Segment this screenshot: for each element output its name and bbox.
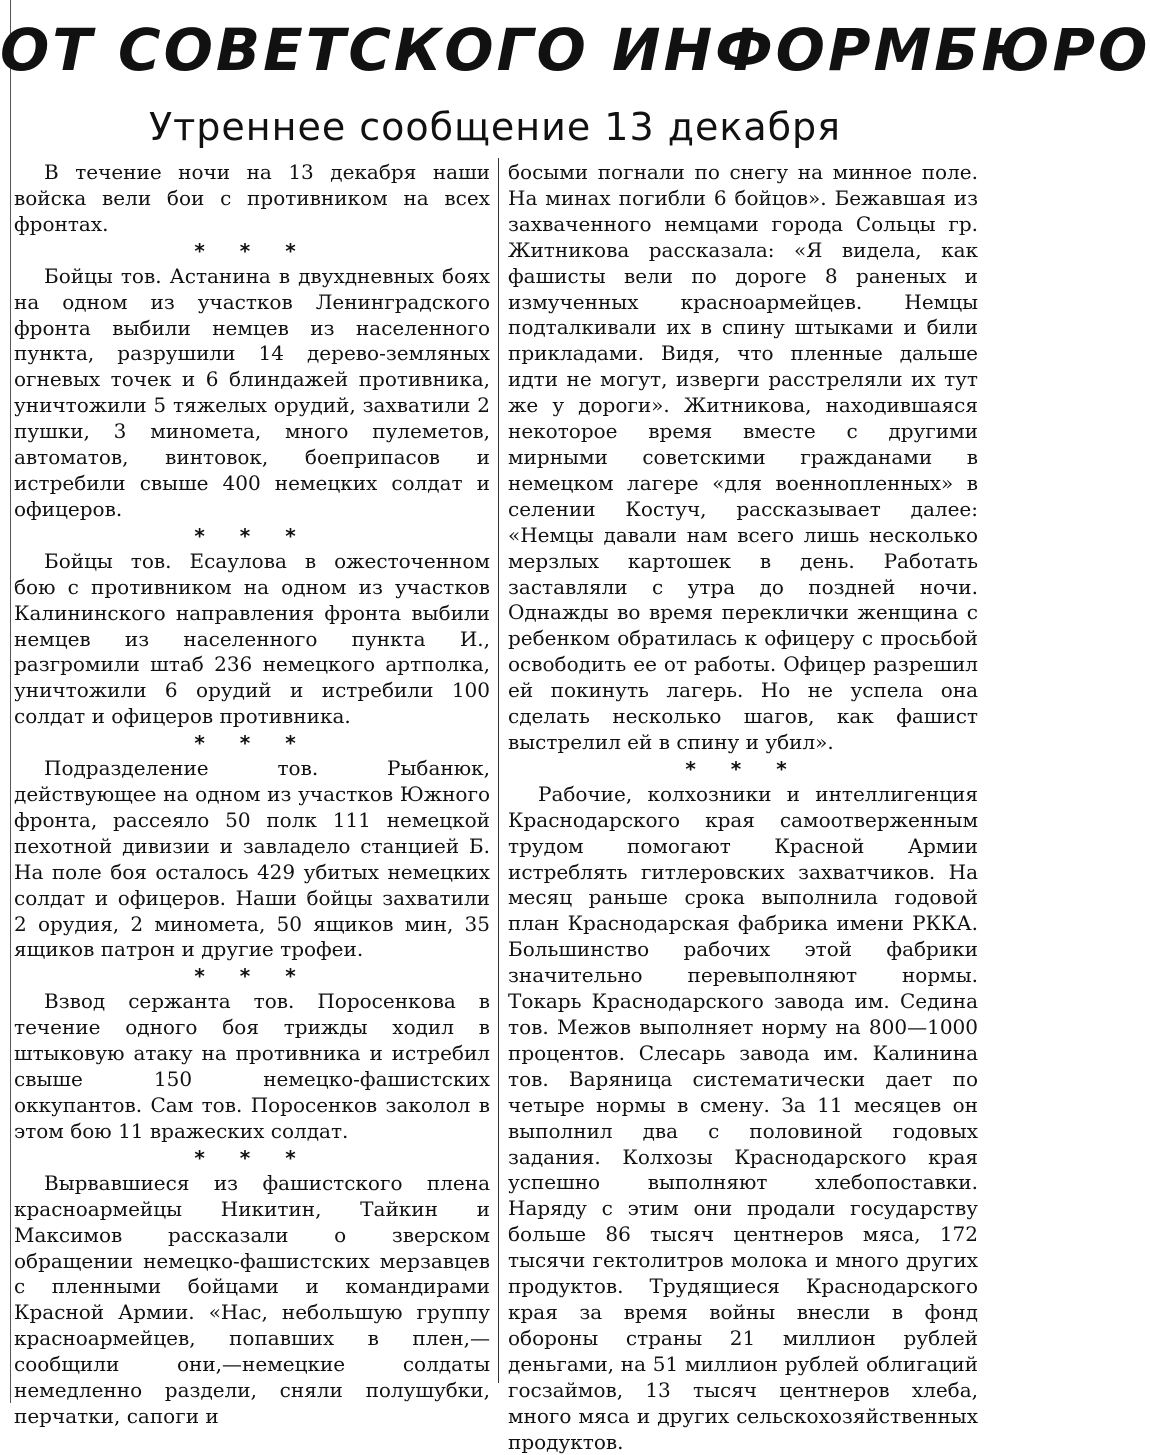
section-separator: * * * <box>194 964 310 989</box>
paragraph-porosenkov: Взвод сержанта тов. Поросенкова в течение одного боя трижды ходил в штыковую атаку на противника и истребил свыше 150 немецко-фашистских оккупантов. Сам тов. Поросенков заколол в этом бою 11 вражеских солдат. <box>14 989 490 1143</box>
section-separator: * * * <box>194 523 310 548</box>
paragraph-captivity: Вырвавшиеся из фашистского плена красноармейцы Никитин, Тайкин и Максимов рассказали о зверском обращении немецко-фашистских мерзавцев с пленными бойцами и командирами Красной Армии. «Нас, небольшую группу красноармейцев, попавших в плен,— сообщили они,—немецкие солдаты немедленно раздели, сняли полушубки, перчатки, сапоги и <box>14 1170 490 1428</box>
left-column <box>14 160 490 1430</box>
paragraph-astanin: Бойцы тов. Астанина в двухдневных боях на одном из участков Ленинградского фронта выбили немцев из населенного пункта, разрушили 14 дерево-земляных огневых точек и 6 блиндажей противника, уничтожили 5 тяжелых орудий, захватили 2 пушки, 3 миномета, много пулеметов, автоматов, винтовок, боеприпасов и истребили свыше 400 немецких солдат и офицеров. <box>14 263 490 521</box>
section-separator: * * * <box>194 238 310 263</box>
page-title: ОТ СОВЕТСКОГО ИНФОРМБЮРО <box>0 16 1150 84</box>
page-subtitle: Утреннее сообщение 13 декабря <box>148 105 842 149</box>
section-separator: * * * <box>685 756 801 781</box>
paragraph-captivity-continued: босыми погнали по снегу на минное поле. На минах погибли 6 бойцов». Бежавшая из захваченного немцами города Сольцы гр. Житникова рассказала: «Я видела, как фашисты вели по дороге 8 раненых и измученных красноармейцев. Немцы подталкивали их в спину штыками и били прикладами. Видя, что пленные дальше идти не могут, изверги расстреляли их тут же у дороги». Житникова, находившаяся некоторое время вместе с другими мирными советскими гражданами в немецком лагере «для военнопленных» в селении Костуч, рассказывает далее: «Немцы давали нам всего лишь несколько мерзлых картошек в день. Работать заставляли с утра до поздней ночи. Однажды во время переклички женщина с ребенком обратилась к офицеру с просьбой освободить ее от работы. Офицер разрешил ей покинуть лагерь. Но не успела она сделать несколько шагов, как фашист выстрелил ей в спину и убил». <box>508 160 978 754</box>
right-column <box>508 160 978 1455</box>
section-separator: * * * <box>194 731 310 756</box>
page-edge-rule <box>10 0 11 1403</box>
section-separator: * * * <box>194 1145 310 1170</box>
column-divider <box>498 158 499 1383</box>
paragraph-intro: В течение ночи на 13 декабря наши войска вели бои с противником на всех фронтах. <box>14 160 490 236</box>
paragraph-krasnodar: Рабочие, колхозники и интеллигенция Краснодарского края самоотверженным трудом помогают Красной Армии истреблять гитлеровских захватчиков. На месяц раньше срока выполнила годовой план Краснодарская фабрика имени РККА. Большинство рабочих этой фабрики значительно перевыполняют нормы. Токарь Краснодарского завода им. Седина тов. Межов выполняет норму на 800—1000 процентов. Слесарь завода им. Калинина тов. Варяница систематически дает по четыре нормы в смену. За 11 месяцев он выполнил два с половиной годовых задания. Колхозы Краснодарского края успешно выполняют хлебопоставки. Наряду с этим они продали государству больше 86 тысяч центнеров мяса, 172 тысячи гектолитров молока и много других продуктов. Трудящиеся Краснодарского края за время войны внесли в фонд обороны страны 21 миллион рублей деньгами, на 51 миллион рублей облигаций госзаймов, 13 тысяч центнеров хлеба, много мяса и других сельскохозяйственных продуктов. <box>508 781 978 1454</box>
paragraph-esaulov: Бойцы тов. Есаулова в ожесточенном бою с противником на одном из участков Калининского направления фронта выбили немцев из населенного пункта И., разгромили штаб 236 немецкого артполка, уничтожили 6 орудий и истребили 100 солдат и офицеров противника. <box>14 548 490 729</box>
paragraph-rybanyuk: Подразделение тов. Рыбанюк, действующее на одном из участков Южного фронта, рассеяло 50 полк 111 немецкой пехотной дивизии и завладело станцией Б. На поле боя осталось 429 убитых немецких солдат и офицеров. Наши бойцы захватили 2 орудия, 2 миномета, 50 ящиков мин, 35 ящиков патрон и другие трофеи. <box>14 756 490 962</box>
